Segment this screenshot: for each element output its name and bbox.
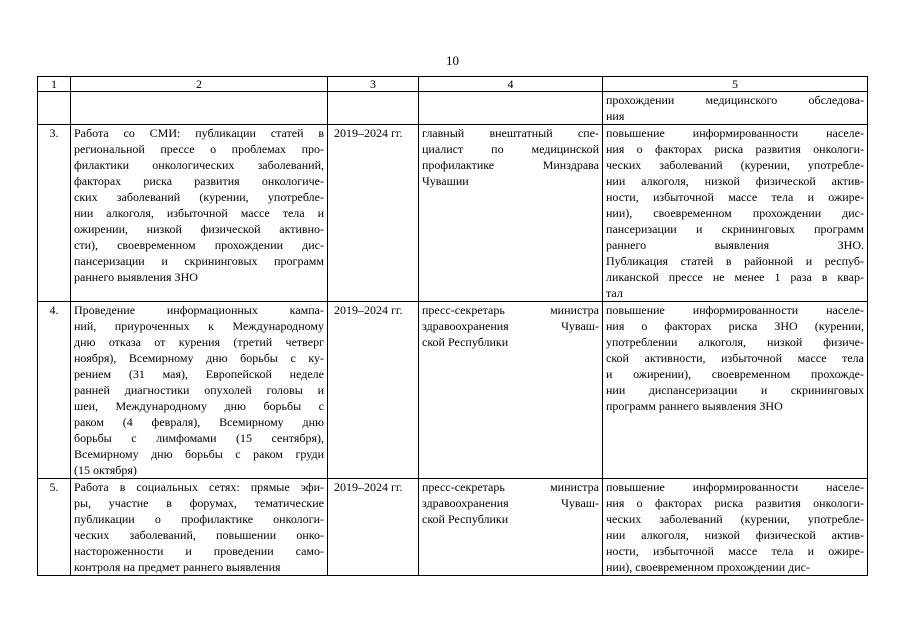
continuation-responsible-cell xyxy=(419,92,603,125)
continuation-result-cell xyxy=(603,92,868,125)
text-line: ской активности, избыточной массе тела xyxy=(606,351,864,365)
table-row xyxy=(38,302,868,479)
text-line: региональной прессе о проблемах про- xyxy=(74,142,324,156)
text-line: сти), своевременном прохождении дис- xyxy=(74,238,324,252)
text-line: ческих заболеваний (курении, употребле- xyxy=(606,158,864,172)
text-line: пансеризации и скрининговых программ xyxy=(606,222,864,236)
activity-cell xyxy=(71,125,328,302)
text-line: настороженности и проведении само- xyxy=(74,544,324,558)
text-line: нии), своевременном прохождении дис- xyxy=(606,560,810,574)
text-line: филактики онкологических заболеваний, xyxy=(74,158,324,172)
activity-cell xyxy=(71,479,328,576)
text-line: дню отказа от курения (третий четверг xyxy=(74,335,324,349)
text-line: нии алкоголя, низкой физической актив- xyxy=(606,528,864,542)
text-line: ры, участие в форумах, тематические xyxy=(74,496,324,510)
text-line: ности, избыточной массе тела и ожире- xyxy=(606,544,864,558)
text-line: раком (4 февраля), Всемирному дню xyxy=(74,415,324,429)
responsible-cell xyxy=(419,479,603,576)
header-cell-3: 3 xyxy=(328,77,419,92)
text-line: здравоохранения Чуваш- xyxy=(422,319,599,333)
text-line: нии), своевременном прохождении дис- xyxy=(606,206,864,220)
text-line: ния о факторах риска развития онкологи- xyxy=(606,142,864,156)
page-number: 10 xyxy=(446,53,459,68)
header-cell-4: 4 xyxy=(419,77,603,92)
text-line: контроля на предмет раннего выявления xyxy=(74,560,281,574)
result-cell xyxy=(603,479,868,576)
text-line: борьбы с лимфомами (15 сентября), xyxy=(74,431,324,445)
responsible-cell xyxy=(419,125,603,302)
text-line: ческих заболеваний, повышении онко- xyxy=(74,528,324,542)
table-header-row xyxy=(38,77,868,92)
text-line: повышение информированности населе- xyxy=(606,126,864,140)
text-line: рением (31 мая), Европейской неделе xyxy=(74,367,324,381)
header-cell-1: 1 xyxy=(38,77,71,92)
text-line: здравоохранения Чуваш- xyxy=(422,496,599,510)
period-cell: 2019–2024 гг. xyxy=(328,125,419,302)
text-line: Чувашии xyxy=(422,174,469,188)
text-line: ских заболеваний (курении, употребле- xyxy=(74,190,324,204)
text-line: и ожирении), своевременном прохожде- xyxy=(606,367,864,381)
text-line: повышение информированности населе- xyxy=(606,303,864,317)
text-line: ческих заболеваний (курении, употребле- xyxy=(606,512,864,526)
text-line: ния о факторах риска развития онкологи- xyxy=(606,496,864,510)
text-line: Публикация статей в районной и респуб- xyxy=(606,254,864,268)
text-line: повышение информированности населе- xyxy=(606,480,864,494)
text-line: ранней диагностики опухолей головы и xyxy=(74,383,324,397)
text-line: нии диспансеризации и скрининговых xyxy=(606,383,864,397)
text-line: прохождении медицинского обследова- xyxy=(606,93,864,107)
text-line: ноября), Всемирному дню борьбы с ку- xyxy=(74,351,324,365)
text-line: раннего выявления ЗНО. xyxy=(606,238,864,252)
text-line: Всемирному дню борьбы с раком груди xyxy=(74,447,324,461)
header-cell-2: 2 xyxy=(71,77,328,92)
text-line: публикации о профилактике онкологи- xyxy=(74,512,324,526)
text-line: ний, приуроченных к Международному xyxy=(74,319,324,333)
text-line: профилактике Минздрава xyxy=(422,158,599,172)
text-line: употреблении алкоголя, низкой физиче- xyxy=(606,335,864,349)
row-number-cell: 5. xyxy=(38,479,71,576)
text-line: ния xyxy=(606,109,625,123)
text-line: пансеризации и скрининговых программ xyxy=(74,254,324,268)
text-line: ния о факторах риска ЗНО (курении, xyxy=(606,319,864,333)
continuation-period-cell xyxy=(328,92,419,125)
text-line: ской Республики xyxy=(422,335,509,349)
text-line: нии алкоголя, низкой физической актив- xyxy=(606,174,864,188)
result-cell xyxy=(603,302,868,479)
text-line: (15 октября) xyxy=(74,463,137,477)
continuation-activity-cell xyxy=(71,92,328,125)
text-line: ности, избыточной массе тела и ожире- xyxy=(606,190,864,204)
text-line: тал xyxy=(606,286,623,300)
text-line: пресс-секретарь министра xyxy=(422,303,599,317)
row-number-cell: 3. xyxy=(38,125,71,302)
text-line: Работа со СМИ: публикации статей в xyxy=(74,126,324,140)
responsible-cell xyxy=(419,302,603,479)
text-line: пресс-секретарь министра xyxy=(422,480,599,494)
measures-table xyxy=(37,76,868,576)
header-cell-5: 5 xyxy=(603,77,868,92)
text-line: ожирении, низкой физической активно- xyxy=(74,222,324,236)
text-line: Работа в социальных сетях: прямые эфи- xyxy=(74,480,324,494)
result-cell xyxy=(603,125,868,302)
continuation-num-cell xyxy=(38,92,71,125)
activity-cell xyxy=(71,302,328,479)
text-line: ской Республики xyxy=(422,512,509,526)
period-cell: 2019–2024 гг. xyxy=(328,479,419,576)
table-row xyxy=(38,479,868,576)
text-line: факторах риска развития онкологиче- xyxy=(74,174,324,188)
text-line: ликанской прессе не менее 1 раза в квар- xyxy=(606,270,864,284)
row-number-cell: 4. xyxy=(38,302,71,479)
text-line: циалист по медицинской xyxy=(422,142,599,156)
text-line: шеи, Международному дню борьбы с xyxy=(74,399,324,413)
text-line: главный внештатный спе- xyxy=(422,126,599,140)
text-line: нии алкоголя, избыточной массе тела и xyxy=(74,206,324,220)
text-line: раннего выявления ЗНО xyxy=(74,270,198,284)
period-cell: 2019–2024 гг. xyxy=(328,302,419,479)
continuation-row xyxy=(38,92,868,125)
text-line: Проведение информационных кампа- xyxy=(74,303,324,317)
table-row xyxy=(38,125,868,302)
text-line: программ раннего выявления ЗНО xyxy=(606,399,783,413)
